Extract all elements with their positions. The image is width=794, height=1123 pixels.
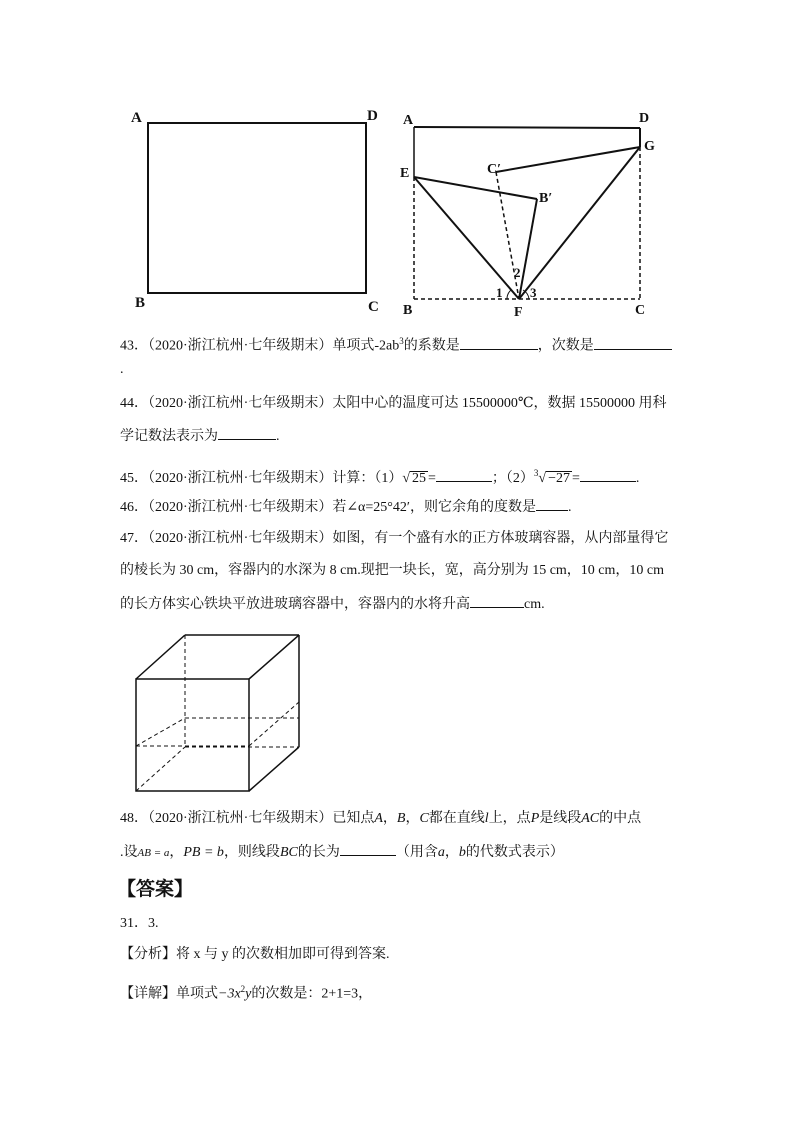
- q43-text3: ，次数是: [537, 338, 594, 354]
- label-angle-2: 2: [514, 265, 521, 280]
- q48-l1b: 都在直线: [428, 811, 485, 826]
- q48-point-a: A: [374, 811, 383, 826]
- q48-source: （2020·浙江杭州·七年级期末）: [148, 811, 333, 826]
- label-c2: C: [635, 303, 646, 318]
- q48-l1a: 已知点: [332, 811, 375, 826]
- detail-tag: 【详解】: [120, 986, 176, 1002]
- q48-eq1: AB = a: [137, 847, 170, 859]
- label-a: A: [131, 110, 142, 126]
- q46-source: （2020·浙江杭州·七年级期末）: [148, 500, 333, 515]
- q44-tail: .: [276, 429, 280, 444]
- figure-folded-rectangle: [395, 100, 675, 325]
- q45-p1: 计算：（1）: [332, 471, 403, 486]
- q48-c3: ，: [169, 845, 184, 860]
- analysis-tag: 【分析】: [120, 947, 176, 962]
- analysis-text: 将 x 与 y 的次数相加即可得到答案.: [176, 947, 390, 962]
- q48-l1e: 的中点: [599, 811, 642, 826]
- q45-number: 45．: [120, 471, 148, 486]
- q43-sup: 3: [399, 336, 404, 346]
- q46-text: 若∠α=25°42′，则它余角的度数是: [332, 500, 536, 515]
- detail-text2: 的次数是：2+1=3，: [251, 986, 373, 1002]
- q45-radicand-2: −27: [548, 471, 571, 486]
- q45-source: （2020·浙江杭州·七年级期末）: [148, 471, 333, 486]
- q43-tail: .: [120, 362, 124, 377]
- detail-expr-sup: 2: [240, 984, 246, 994]
- q48-c2: ，: [405, 811, 420, 826]
- detail-expr: −3x: [218, 986, 241, 1002]
- q45-blank-2: [580, 467, 636, 482]
- figure-rectangle-abcd: [125, 100, 395, 320]
- q48-l2e: 的代数式表示）: [465, 845, 564, 860]
- detail-expr-y: y: [245, 986, 252, 1002]
- question-43: [120, 331, 672, 357]
- q43-text2: 的系数是: [403, 338, 460, 354]
- question-46: [120, 496, 571, 518]
- figure-cube: [130, 630, 305, 795]
- q48-number: 48．: [120, 811, 148, 826]
- q48-l2a: .设: [120, 845, 138, 860]
- q45-blank-1: [436, 467, 492, 482]
- label-e: E: [400, 166, 410, 181]
- label-d2: D: [639, 111, 650, 126]
- q46-blank: [536, 496, 568, 511]
- q45-sep: ；（2）: [491, 471, 534, 486]
- label-a2: A: [403, 113, 414, 128]
- q44-number: 44．: [120, 396, 148, 411]
- q48-c4: ，: [444, 845, 459, 860]
- q44-line2: 学记数法表示为: [120, 429, 218, 444]
- q48-l1c: 上，点: [488, 811, 531, 826]
- q45-eq2: =: [572, 471, 580, 486]
- label-c: C: [368, 299, 379, 315]
- q43-number: 43．: [120, 338, 148, 354]
- question-44-line2: [120, 425, 280, 447]
- answer-31-analysis: [120, 945, 390, 965]
- q45-cbrt-sign: √: [538, 471, 547, 486]
- q44-line1: 太阳中心的温度可达 15500000℃，数据 15500000 用科: [332, 396, 667, 411]
- q43-blank-2: [594, 335, 672, 350]
- label-f: F: [514, 305, 523, 320]
- q46-tail: .: [567, 500, 572, 515]
- label-b: B: [135, 295, 146, 311]
- label-d: D: [367, 108, 378, 124]
- question-44-line1: [120, 394, 667, 414]
- q47-line1: 如图，有一个盛有水的正方体玻璃容器，从内部量得它: [332, 531, 669, 546]
- q48-blank: [340, 841, 396, 856]
- q48-c1: ，: [382, 811, 397, 826]
- q46-number: 46．: [120, 500, 148, 515]
- q45-root-index: 3: [533, 468, 539, 478]
- q45-eq1: =: [428, 471, 436, 486]
- answer-31: 31．3.: [120, 916, 159, 931]
- q48-point-b: B: [396, 811, 406, 826]
- q43-source: （2020·浙江杭州·七年级期末）: [148, 338, 333, 354]
- q44-source: （2020·浙江杭州·七年级期末）: [148, 396, 333, 411]
- label-g: G: [644, 139, 655, 154]
- q48-point-p: P: [530, 811, 540, 826]
- q43-blank-1: [460, 335, 538, 350]
- question-47-line1: [120, 529, 668, 549]
- q48-line-l: l: [484, 811, 489, 826]
- q47-number: 47．: [120, 531, 148, 546]
- q48-l2c: 的长为: [297, 845, 340, 860]
- detail-text1: 单项式: [176, 986, 218, 1002]
- q47-tail: cm.: [524, 597, 545, 612]
- q48-segment-ac: AC: [581, 811, 600, 826]
- question-47-line3: [120, 593, 545, 615]
- q48-var-b: b: [458, 845, 466, 860]
- label-b2: B: [403, 303, 413, 318]
- q48-var-a: a: [437, 845, 445, 860]
- question-48-line1: [120, 809, 641, 829]
- q48-l1d: 是线段: [539, 811, 582, 826]
- question-45: [120, 463, 639, 489]
- label-c-prime: C′: [487, 162, 502, 177]
- answer-heading: 【答案】: [117, 878, 194, 900]
- q47-line3: 的长方体实心铁块平放进玻璃容器中，容器内的水将升高: [120, 597, 470, 612]
- label-angle-1: 1: [496, 285, 503, 300]
- q45-sqrt-sign: √: [402, 471, 411, 486]
- label-angle-3: 3: [530, 285, 537, 300]
- q45-radicand-1: 25: [412, 471, 427, 486]
- question-48-line2: [120, 841, 564, 863]
- question-47-line2: 的棱长为 30 cm，容器内的水深为 8 cm.现把一块长，宽，高分别为 15 cm，10 cm，10 cm: [120, 563, 665, 578]
- q43-text1: 单项式-2ab: [332, 338, 400, 354]
- q47-blank: [470, 593, 524, 608]
- q48-segment-bc: BC: [279, 845, 298, 860]
- q48-l2b: ，则线段: [223, 845, 280, 860]
- q45-tail: .: [635, 471, 640, 486]
- answer-31-detail: [120, 979, 372, 1005]
- q48-point-c: C: [419, 811, 429, 826]
- label-b-prime: B′: [539, 191, 553, 206]
- q47-source: （2020·浙江杭州·七年级期末）: [148, 531, 333, 546]
- q48-l2d: （用含: [395, 845, 438, 860]
- q44-blank: [218, 425, 276, 440]
- q48-eq2: PB = b: [183, 845, 224, 860]
